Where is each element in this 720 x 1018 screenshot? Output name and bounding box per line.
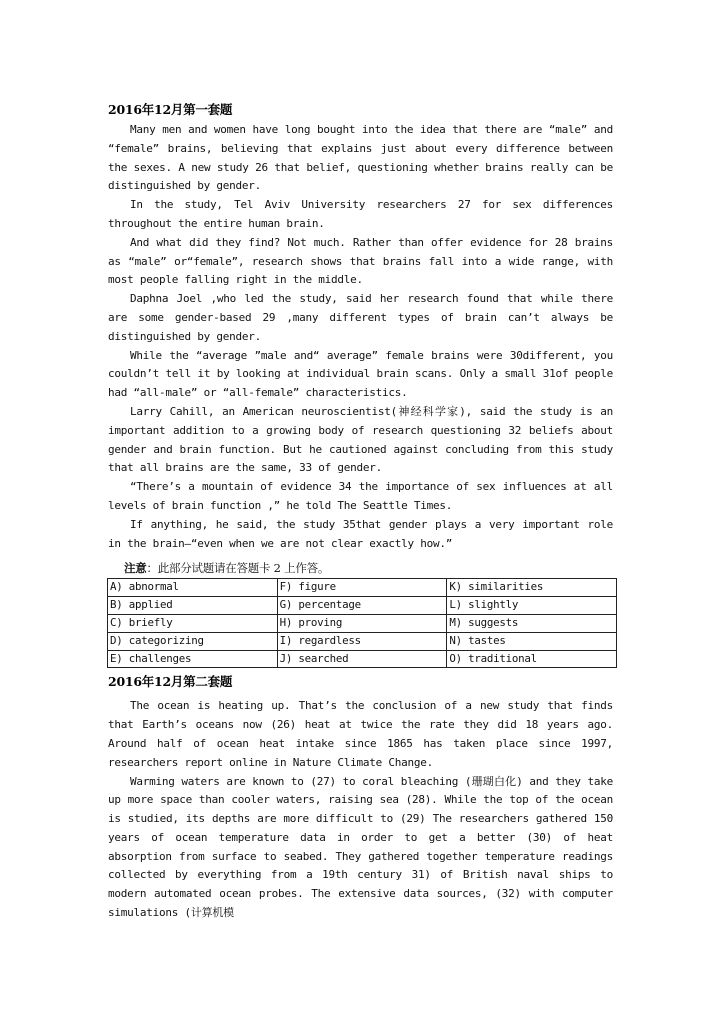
passage-paragraph: If anything, he said, the study 35that gender plays a very important role in the brain—“even when we are not clear exactly how.” — [108, 517, 613, 550]
option-cell: O) traditional — [447, 650, 617, 668]
option-cell: A) abnormal — [108, 579, 278, 597]
passage-paragraph: While the “average ”male and“ average” female brains were 30different, you couldn’t tell it by looking at individual brain scans. Only a small 31of people had “all-male” or “all-female” characteristics. — [108, 348, 613, 400]
option-cell: L) slightly — [447, 597, 617, 615]
table-row — [108, 650, 617, 668]
word-bank-table — [107, 578, 617, 668]
passage-paragraph: The ocean is heating up. That’s the conclusion of a new study that finds that Earth’s oceans now (26) heat at twice the rate they did 18 years ago. Around half of ocean heat intake since 1865 has taken place since 1997, researchers report online in Nature Climate Change. — [108, 699, 613, 769]
passage-paragraph: And what did they find? Not much. Rather than offer evidence for 28 brains as “male” or“female”, research shows that brains fall into a wide range, with most people falling right in the middle. — [108, 235, 613, 287]
option-cell: E) challenges — [108, 650, 278, 668]
passage-paragraph: Warming waters are known to (27) to coral bleaching (珊瑚白化) and they take up more space than cooler waters, raising sea (28). While the top of the ocean is studied, its depths are more difficult to (29) The researchers gathered 150 years of ocean temperature data in order to get a better (30) of heat absorption from surface to seabed. They gathered together temperature readings collected by everything from a 19th century 31) of British naval ships to modern automated ocean probes. The extensive data sources, (32) with computer simulations (计算机模 — [108, 774, 613, 920]
answer-note — [124, 561, 613, 576]
passage-paragraph: Many men and women have long bought into the idea that there are “male” and “female” brains, believing that explains just about every difference between the sexes. A new study 26 that belief, questioning whether brains really can be distinguished by gender. — [108, 123, 613, 193]
option-cell: I) regardless — [277, 632, 447, 650]
section2-title: 2016年12月第二套题 — [108, 674, 233, 690]
document-page — [108, 96, 613, 923]
section2-passage — [108, 697, 613, 923]
table-row — [108, 597, 617, 615]
passage-paragraph: Daphna Joel ,who led the study, said her research found that while there are some gender-based 29 ,many different types of brain can’t always be distinguished by gender. — [108, 292, 613, 343]
note-label: 注意 — [124, 561, 147, 576]
section1-passage — [108, 121, 613, 553]
table-row — [108, 614, 617, 632]
option-cell: C) briefly — [108, 614, 278, 632]
note-text: ：此部分试题请在答题卡 2 上作答。 — [146, 561, 330, 576]
option-cell: B) applied — [108, 597, 278, 615]
passage-paragraph: “There’s a mountain of evidence 34 the importance of sex influences at all levels of brain function ,” he told The Seattle Times. — [108, 480, 613, 512]
option-cell: G) percentage — [277, 597, 447, 615]
option-cell: N) tastes — [447, 632, 617, 650]
option-cell: K) similarities — [447, 579, 617, 597]
section1-title: 2016年12月第一套题 — [108, 102, 233, 117]
passage-paragraph: In the study, Tel Aviv University researchers 27 for sex differences throughout the entire human brain. — [108, 198, 613, 230]
option-cell: J) searched — [277, 650, 447, 668]
table-row — [108, 632, 617, 650]
option-cell: F) figure — [277, 579, 447, 597]
option-cell: M) suggests — [447, 614, 617, 632]
option-cell: D) categorizing — [108, 632, 278, 650]
table-row — [108, 579, 617, 597]
passage-paragraph: Larry Cahill, an American neuroscientist(神经科学家), said the study is an important addition to a growing body of research questioning 32 beliefs about gender and brain function. But he cautioned against concluding from this study that all brains are the same, 33 of gender. — [108, 404, 613, 475]
option-cell: H) proving — [277, 614, 447, 632]
